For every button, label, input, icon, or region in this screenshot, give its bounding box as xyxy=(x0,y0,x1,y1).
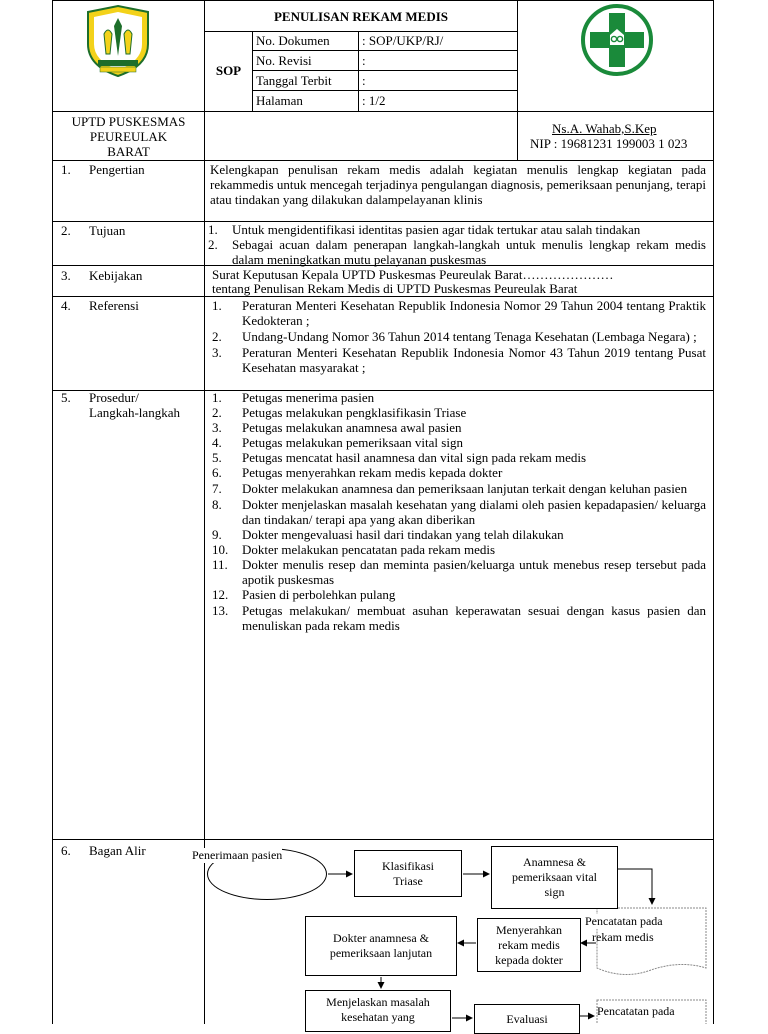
doc-title: PENULISAN REKAM MEDIS xyxy=(273,9,449,24)
list-item: 1. Untuk mengidentifikasi identitas pasien agar tidak tertukar atau salah tindakan xyxy=(208,222,641,237)
list-item: 3. Peraturan Menteri Kesehatan Republik Indonesia Nomor 43 Tahun 2019 tentang Pusat Kesehatan masyarakat ; xyxy=(212,345,706,375)
list-item: 3. Petugas melakukan anamnesa awal pasien xyxy=(212,420,462,435)
pengertian-text: Kelengkapan penulisan rekam medis adalah kegiatan menulis lengkap kegiatan pada rekammedis untuk mencegah terjadinya pengulangan diagnosis, pemeriksaan penunjang, terapi atau tindakan yang dilakukan dalampelayanan klinis xyxy=(210,162,706,207)
flow-node-klasifikasi: Klasifikasi Triase xyxy=(354,850,462,897)
section-label-tujuan: Tujuan xyxy=(89,223,126,238)
list-item: 9. Dokter mengevaluasi hasil dari tindakan yang telah dilakukan xyxy=(212,527,564,542)
kebijakan-line-2: tentang Penulisan Rekam Medis di UPTD Puskesmas Peureulak Barat xyxy=(212,281,578,296)
list-item: 2. Sebagai acuan dalam penerapan langkah-langkah untuk menulis lengkap rekam medis dalam meningkatkan mutu pelayanan puskesmas xyxy=(208,237,706,267)
flow-node-anamnesa: Anamnesa & pemeriksaan vital sign xyxy=(491,846,618,909)
org-name-line-1: UPTD PUSKESMAS xyxy=(71,114,186,129)
section-number: 1. xyxy=(61,162,71,177)
list-item: 1. Petugas menerima pasien xyxy=(212,390,375,405)
section-number: 6. xyxy=(61,843,71,858)
section-label-referensi: Referensi xyxy=(89,298,139,313)
section-number: 5. xyxy=(61,390,71,405)
list-item: 2. Undang-Undang Nomor 36 Tahun 2014 tentang Tenaga Kesehatan (Lembaga Negara) ; xyxy=(212,329,697,344)
section-number: 4. xyxy=(61,298,71,313)
field-label-no-dokumen: No. Dokumen xyxy=(256,33,330,48)
flow-node-menjelaskan: Menjelaskan masalah kesehatan yang xyxy=(305,990,451,1032)
flow-label-pencatatan-2: Pencatatan pada xyxy=(597,1004,675,1018)
list-item: 13. Petugas melakukan/ membuat asuhan keperawatan sesuai dengan kasus pasien dan menuliskan pada rekam medis xyxy=(212,603,706,633)
signer-nip: NIP : 19681231 199003 1 023 xyxy=(530,136,688,151)
list-item: 5. Petugas mencatat hasil anamnesa dan vital sign pada rekam medis xyxy=(212,450,587,465)
list-item: 12. Pasien di perbolehkan pulang xyxy=(212,587,396,602)
field-label-tanggal-terbit: Tanggal Terbit xyxy=(256,73,332,88)
list-item: 4. Petugas melakukan pemeriksaan vital sign xyxy=(212,435,463,450)
field-value-tanggal-terbit: : xyxy=(362,73,366,88)
list-item: 1. Peraturan Menteri Kesehatan Republik Indonesia Nomor 29 Tahun 2004 tentang Praktik Kedokteran ; xyxy=(212,298,706,328)
list-item: 8. Dokter menjelaskan masalah kesehatan yang dialami oleh pasien kepadapasien/ keluarga dan tindakan/ terapi apa yang akan diberikan xyxy=(212,497,706,527)
org-name-line-3: BARAT xyxy=(107,144,150,159)
section-label-prosedur: Prosedur/ xyxy=(89,390,139,405)
field-value-no-dokumen: : SOP/UKP/RJ/ xyxy=(362,33,444,48)
section-label-kebijakan: Kebijakan xyxy=(89,268,143,283)
section-label-pengertian: Pengertian xyxy=(89,162,145,177)
flow-label-penerimaan: Penerimaan pasien xyxy=(192,848,283,862)
flow-node-evaluasi: Evaluasi xyxy=(474,1004,580,1034)
list-item: 2. Petugas melakukan pengklasifikasin Triase xyxy=(212,405,467,420)
section-number: 2. xyxy=(61,223,71,238)
list-item: 11. Dokter menulis resep dan meminta pasien/keluarga untuk menebus resep tersebut pada apotik puskesmas xyxy=(212,557,706,587)
field-label-no-revisi: No. Revisi xyxy=(256,53,312,68)
signer-name: Ns.A. Wahab,S.Kep xyxy=(552,121,657,136)
section-label-langkah: Langkah-langkah xyxy=(89,405,180,420)
kebijakan-line-1: Surat Keputusan Kepala UPTD Puskesmas Peureulak Barat………………… xyxy=(212,267,614,282)
field-label-halaman: Halaman xyxy=(256,93,303,108)
sop-label: SOP xyxy=(215,63,242,78)
flow-node-menyerahkan: Menyerahkan rekam medis kepada dokter xyxy=(477,918,581,972)
section-number: 3. xyxy=(61,268,71,283)
field-value-halaman: : 1/2 xyxy=(362,93,386,108)
flow-node-dokter: Dokter anamnesa & pemeriksaan lanjutan xyxy=(305,916,457,976)
flow-label-pencatatan-1b: rekam medis xyxy=(592,930,654,944)
flow-label-pencatatan-1a: Pencatatan pada xyxy=(585,914,663,928)
org-name-line-2: PEUREULAK xyxy=(89,129,168,144)
section-label-bagan-alir: Bagan Alir xyxy=(89,843,146,858)
list-item: 6. Petugas menyerahkan rekam medis kepada dokter xyxy=(212,465,503,480)
field-value-no-revisi: : xyxy=(362,53,366,68)
list-item: 7. Dokter melakukan anamnesa dan pemeriksaan lanjutan terkait dengan keluhan pasien xyxy=(212,481,688,496)
list-item: 10. Dokter melakukan pencatatan pada rekam medis xyxy=(212,542,496,557)
